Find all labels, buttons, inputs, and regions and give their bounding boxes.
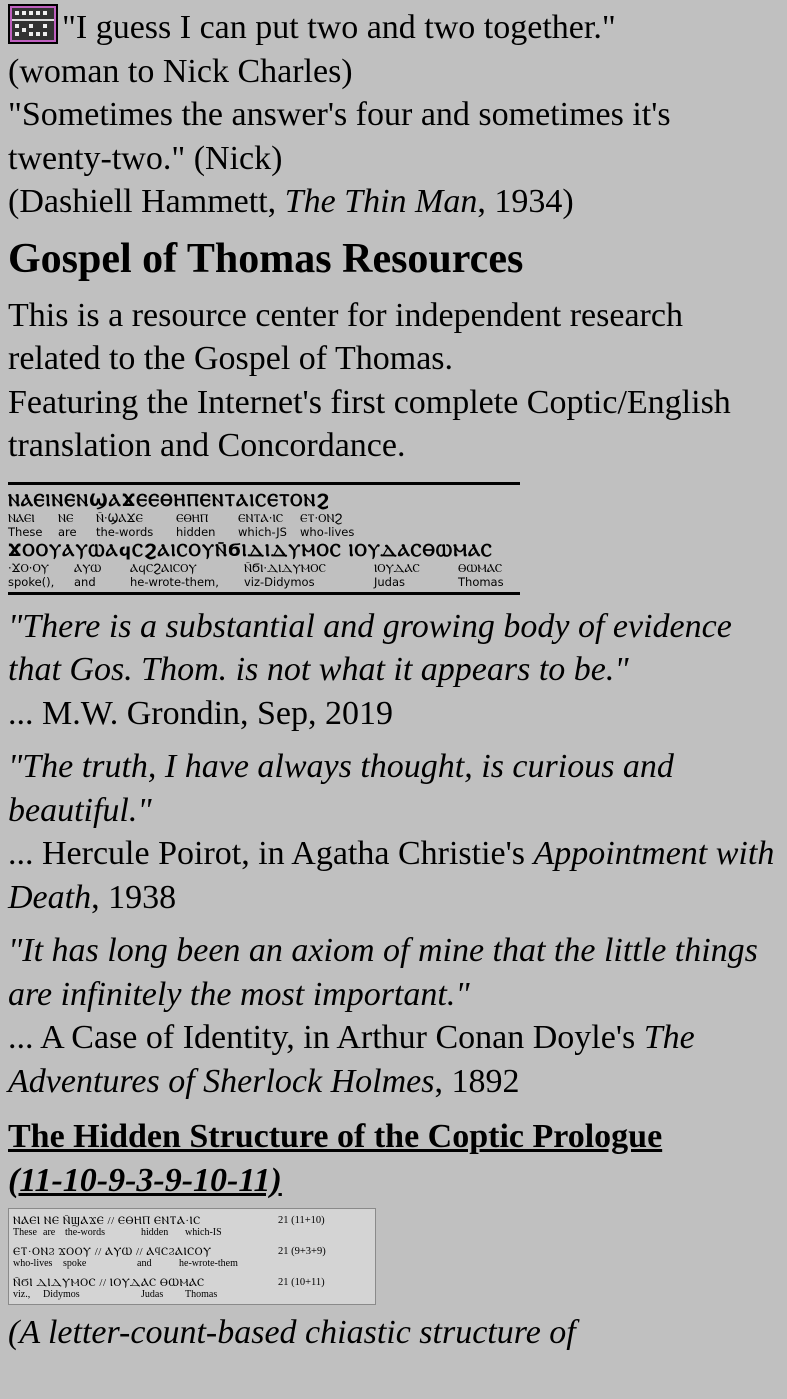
translit-word: ·ϪⲞ·ⲞⲨ (8, 560, 50, 575)
prologue-table-image (8, 1208, 376, 1305)
prologue-gloss (13, 1227, 371, 1238)
intro-quote (8, 4, 779, 224)
quote-attribution-end: , 1938 (91, 878, 177, 916)
gloss-word: Didymos (43, 1289, 80, 1300)
quote-attribution-end: , 1892 (434, 1062, 520, 1100)
coptic-banner (8, 482, 520, 595)
english-word: he-wrote-them, (130, 574, 219, 589)
intro-line-4-b: , 1934) (477, 183, 574, 220)
description-line-2: Featuring the Internet's first complete Coptic/English translation and Concordance. (8, 383, 731, 464)
prologue-link-sub: (11-10-9-3-9-10-11) (8, 1161, 282, 1199)
quote-attribution: ... M.W. Grondin, Sep, 2019 (8, 694, 394, 732)
quote-attribution: ... A Case of Identity, in Arthur Conan Doyle's (8, 1019, 644, 1056)
translit-word: Ⲛ̄ϬⲒ·ⲆⲒⲆⲨⲘⲞⲤ (244, 560, 326, 575)
translit-word: ⲒⲞⲨⲆⲀⲤ (374, 560, 420, 575)
coptic-text-row-1: ⲚⲀⲈⲒⲚⲈⲚϢⲀϪⲈⲈⲐⲎⲠⲈⲚⲦⲀⲒⲤⲈⲦⲞⲚϨ (8, 490, 330, 511)
prologue-count: 21 (11+10) (278, 1215, 325, 1226)
english-word: These (8, 524, 43, 539)
gloss-word: and (137, 1258, 152, 1269)
prologue-gloss (13, 1258, 371, 1269)
translit-word: ⲀϥⲤϨⲀⲒⲤⲞⲨ (130, 560, 197, 575)
prologue-row (13, 1246, 371, 1258)
english-word: are (58, 524, 77, 539)
quote-block-2 (8, 745, 779, 919)
translit-row-2 (8, 561, 520, 575)
english-word: Judas (374, 574, 406, 589)
prologue-coptic: ⲚⲀⲈⲒ ⲚⲈ Ⲛ̄ϢⲀϪⲈ // ⲈⲐⲎⲠ ⲈⲚⲦⲀ·ⲒⲤ (13, 1215, 201, 1227)
translit-row-1 (8, 511, 520, 525)
translit-word: ⲐⲰⲘⲀⲤ (458, 560, 503, 575)
gloss-word: he-wrote-them (179, 1258, 238, 1269)
intro-line-2: (woman to Nick Charles) (8, 52, 353, 90)
gloss-word: spoke (63, 1258, 87, 1269)
prologue-row (13, 1277, 371, 1289)
english-word: hidden (176, 524, 216, 539)
quote-text: "The truth, I have always thought, is curious and beautiful." (8, 748, 674, 829)
gloss-word: are (43, 1227, 56, 1238)
gloss-word: Judas (141, 1289, 164, 1300)
prologue-count: 21 (10+11) (278, 1277, 325, 1288)
translit-word: ⲈⲦ·ⲞⲚϨ (300, 510, 343, 525)
cutoff-text: (A letter-count-based chiastic structure of (8, 1314, 576, 1351)
quote-text: "It has long been an axiom of mine that the little things are infinitely the most important." (8, 932, 758, 1013)
translit-word: Ⲛ̄·ϢⲀϪⲈ (96, 510, 143, 525)
intro-line-3: "Sometimes the answer's four and sometimes it's twenty-two." (Nick) (8, 96, 671, 177)
english-row-2 (8, 575, 520, 589)
page-title: Gospel of Thomas Resources (8, 235, 524, 282)
gloss-word: which-IS (185, 1227, 222, 1238)
prologue-structure-link[interactable] (8, 1115, 779, 1202)
prologue-link-main: The Hidden Structure of the Coptic Prologue (8, 1118, 663, 1155)
intro-line-4-a: (Dashiell Hammett, (8, 183, 285, 220)
prologue-coptic: Ⲛ̄ϬⲒ ⲆⲒⲆⲨⲘⲞⲤ // ⲒⲞⲨⲆⲀⲤ ⲐⲰⲘⲀⲤ (13, 1277, 205, 1289)
translit-word: ⲀⲨⲰ (74, 560, 102, 575)
coptic-text-row-2: ϪⲞⲞⲨⲀⲨⲰⲀϥⲤϨⲀⲒⲤⲞⲨⲚ̄ϬⲒⲆⲒⲆⲨⲘⲞⲤ ⲒⲞⲨⲆⲀⲤⲐⲰⲘⲀⲤ (8, 540, 493, 561)
translit-word: ⲚⲈ (58, 510, 74, 525)
gloss-word: viz., (13, 1289, 31, 1300)
book-title-thin-man: The Thin Man (284, 183, 478, 220)
english-word: spoke(), (8, 574, 55, 589)
gloss-word: hidden (141, 1227, 169, 1238)
quote-block-1 (8, 605, 779, 736)
abacus-icon (8, 4, 58, 44)
gloss-word: These (13, 1227, 37, 1238)
english-word: the-words (96, 524, 154, 539)
english-word: who-lives (300, 524, 355, 539)
quote-block-3 (8, 929, 779, 1103)
translit-word: ⲈⲐⲎⲠ (176, 510, 209, 525)
gloss-word: who-lives (13, 1258, 53, 1269)
description (8, 294, 779, 468)
translit-word: ⲚⲀⲈⲒ (8, 510, 35, 525)
intro-line-1: "I guess I can put two and two together." (62, 9, 616, 46)
english-word: and (74, 574, 96, 589)
book-title: Appointment with Death (8, 835, 775, 916)
gloss-word: the-words (65, 1227, 105, 1238)
translit-word: ⲈⲚⲦⲀ·ⲒⲤ (238, 510, 284, 525)
english-word: viz-Didymos (244, 574, 315, 589)
prologue-row (13, 1215, 371, 1227)
english-word: which-JS (238, 524, 287, 539)
book-title: The Adventures of Sherlock Holmes (8, 1019, 695, 1100)
prologue-coptic: ⲈⲦ·ⲞⲚϨ ϪⲞⲞⲨ // ⲀⲨⲰ // ⲀϥⲤϨⲀⲒⲤⲞⲨ (13, 1246, 212, 1258)
quote-text: "There is a substantial and growing body of evidence that Gos. Thom. is not what it appears to be." (8, 607, 732, 688)
quote-attribution: ... Hercule Poirot, in Agatha Christie's (8, 835, 534, 872)
gloss-word: Thomas (185, 1289, 218, 1300)
english-row-1 (8, 525, 520, 539)
description-line-1: This is a resource center for independent research related to the Gospel of Thomas. (8, 296, 683, 377)
prologue-count: 21 (9+3+9) (278, 1246, 326, 1257)
english-word: Thomas (458, 574, 504, 589)
prologue-gloss (13, 1289, 371, 1300)
